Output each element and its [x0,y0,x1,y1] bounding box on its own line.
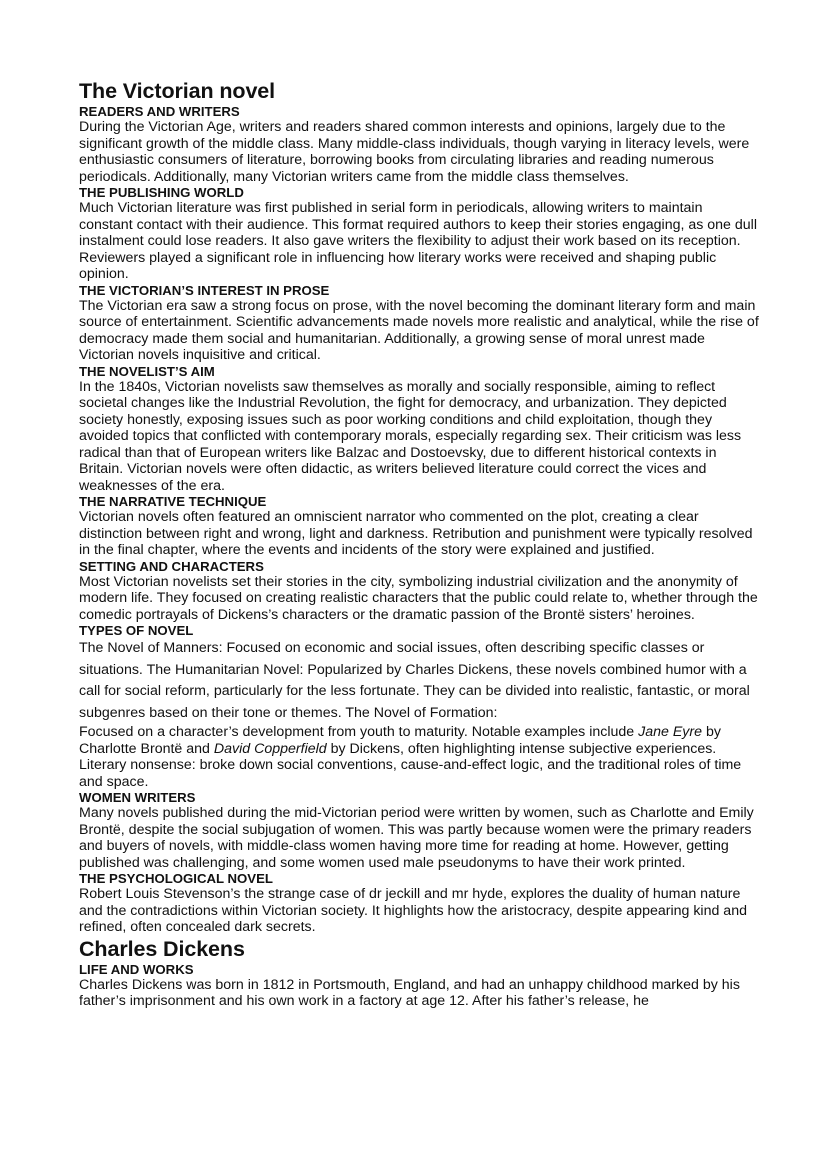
section-heading-women: WOMEN WRITERS [79,790,196,805]
types-text-a: Focused on a character’s development from youth to maturity. Notable examples include [79,724,639,740]
section-heading-readers: READERS AND WRITERS [79,104,240,119]
types-text-c: by Dickens, often highlighting intense subjective experiences. Literary nonsense: broke down social conventions, cause-and-effect logic, and the traditional roles of time and space. [79,740,742,790]
section-body-setting: Most Victorian novelists set their stories in the city, symbolizing industrial civilization and the anonymity of modern life. They focused on creating realistic characters that the public could relate to, whether through the comedic portrayals of Dickens’s characters or the dramatic passion of the Brontë sisters’ heroines. [79,573,758,623]
section-heading-aim: THE NOVELIST’S AIM [79,363,215,379]
section-heading-narrative: THE NARRATIVE TECHNIQUE [79,494,267,509]
work-title-david-copperfield: David Copperfield [213,740,327,757]
page-title: The Victorian novel [79,79,276,103]
section-heading-life: LIFE AND WORKS [79,961,194,977]
types-text-b: by Charlotte Brontë and [79,724,721,757]
section-body-publishing: Much Victorian literature was first published in serial form in periodicals, allowing writers to maintain constant contact with their audience. This format required authors to keep their stories engaging, as one dull instalment could lose readers. It also gave writers the flexibility to adjust their work based on its reception. Reviewers played a significant role in influencing how literary works were received and shaping public opinion. [79,200,757,282]
section-body-narrative: Victorian novels often featured an omniscient narrator who commented on the plot, creating a clear distinction between right and wrong, light and darkness. Retribution and punishment were typically resolved in the final chapter, where the events and incidents of the story were explained and justified. [79,509,753,558]
section-heading-types: TYPES OF NOVEL [79,623,194,638]
document-page [79,78,759,1010]
section-body-psychological: Robert Louis Stevenson’s the strange case of dr jeckill and mr hyde, explores the duality of human nature and the contradictions within Victorian society. It highlights how the aristocracy, despite appearing kind and refined, often concealed dark secrets. [79,886,747,935]
section-body-prose: The Victorian era saw a strong focus on prose, with the novel becoming the dominant literary form and main source of entertainment. Scientific advancements made novels more realistic and analytical, while the rise of democracy made them social and humanitarian. Additionally, a growing sense of moral unrest made Victorian novels inquisitive and critical. [79,297,759,363]
work-title-jane-eyre: Jane Eyre [638,724,703,740]
section-heading-publishing: THE PUBLISHING WORLD [79,185,244,200]
section-body-readers: During the Victorian Age, writers and readers shared common interests and opinions, largely due to the significant growth of the middle class. Many middle-class individuals, though varying in literacy levels, were enthusiastic consumers of literature, borrowing books from circulating libraries and reading numerous periodicals. Additionally, many Victorian writers came from the middle class themselves. [79,119,750,185]
section-heading-psychological: THE PSYCHOLOGICAL NOVEL [79,871,273,886]
section-heading-prose: THE VICTORIAN’S INTEREST IN PROSE [79,282,330,298]
section-body-aim: In the 1840s, Victorian novelists saw themselves as morally and socially responsible, aiming to reflect societal changes like the Industrial Revolution, the fight for democracy, and urbanization. They depicted society honestly, exposing issues such as poor working conditions and child exploitation, though they avoided topics that conflicted with contemporary morals, especially regarding sex. Their criticism was less radical than that of European writers like Balzac and Dostoevsky, due to different historical contexts in Britain. Victorian novels were often didactic, as writers believed literature could correct the vices and weaknesses of the era. [79,378,742,494]
types-formation-text [79,724,759,790]
section-body-women: Many novels published during the mid-Victorian period were written by women, such as Charlotte and Emily Brontë, despite the social subjugation of women. This was partly because women were the primary readers and buyers of novels, with middle-class women having more time for reading at home. However, getting published was challenging, and some women used male pseudonyms to have their work printed. [79,805,754,871]
section-heading-setting: SETTING AND CHARACTERS [79,558,264,574]
section-body-life: Charles Dickens was born in 1812 in Portsmouth, England, and had an unhappy childhood marked by his father’s imprisonment and his own work in a factory at age 12. After his father’s release, he [79,976,740,1009]
dickens-title: Charles Dickens [79,936,245,961]
types-loose-text: The Novel of Manners: Focused on economic and social issues, often describing specific classes or situations. The Humanitarian Novel: Popularized by Charles Dickens, these novels combined humor with a call for social reform, particularly for the less fortunate. They can be divided into realistic, fantastic, or moral subgenres based on their tone or themes. The Novel of Formation: [79,640,750,721]
